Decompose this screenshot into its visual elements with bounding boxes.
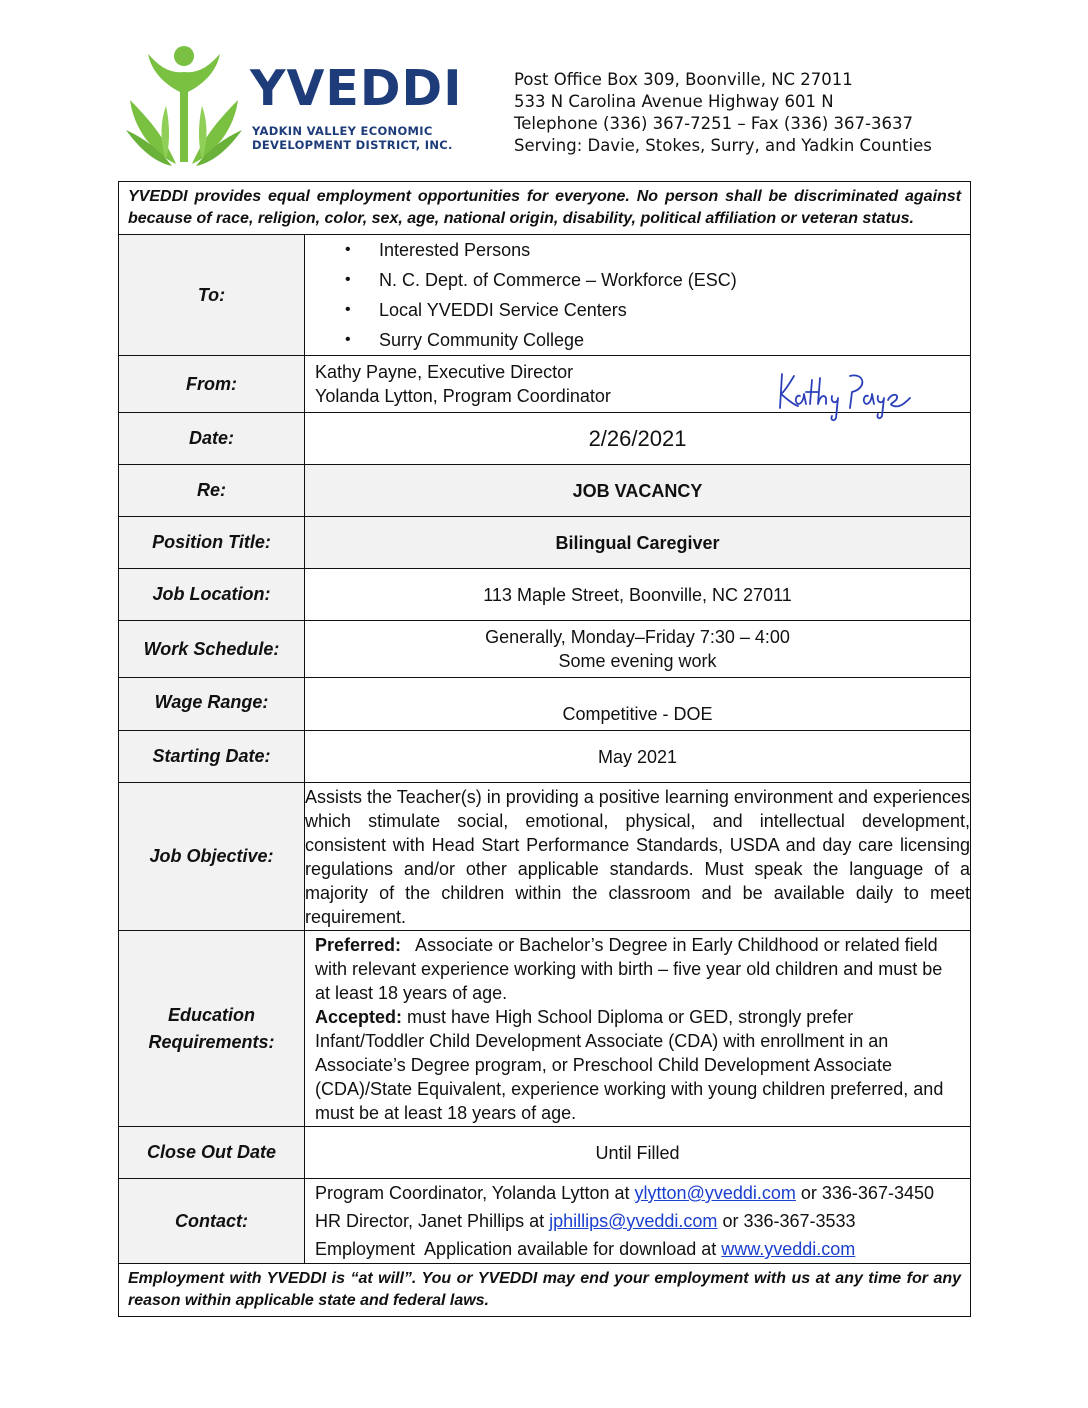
website-link[interactable]: www.yveddi.com [721, 1239, 856, 1259]
address-block [514, 69, 932, 157]
date-label: Date: [119, 413, 305, 465]
from-line: Kathy Payne, Executive Director [315, 362, 574, 382]
email-link-jphillips[interactable]: jphillips@yveddi.com [549, 1211, 718, 1231]
close-out-label: Close Out Date [119, 1127, 305, 1179]
job-objective-text: Assists the Teacher(s) in providing a positive learning environment and experiences which stimulate social, emotional, physical, and intellectual development, consistent with Head Start Performance Standards, USDA and day care licensing regulations and/or other applicable standards. Must speak the language of a majority of the children within the classroom and be available daily to meet requirement. [305, 783, 971, 931]
work-schedule-line: Generally, Monday–Friday 7:30 – 4:00 [485, 627, 790, 647]
education-label-line: Education [167, 1004, 255, 1025]
contact-text: Employment Application available for download at [315, 1239, 722, 1259]
accepted-label: Accepted: [315, 1006, 403, 1027]
contact-info [305, 1179, 971, 1264]
contact-line [315, 1235, 970, 1263]
preferred-label: Preferred: [315, 934, 402, 955]
address-line: Post Office Box 309, Boonville, NC 27011 [514, 70, 853, 89]
job-location-value: 113 Maple Street, Boonville, NC 27011 [305, 569, 971, 621]
contact-text: HR Director, Janet Phillips at [315, 1211, 550, 1231]
address-line: 533 N Carolina Avenue Highway 601 N [514, 92, 834, 111]
education-label-line: Requirements: [148, 1031, 275, 1052]
accepted-requirement [315, 1005, 960, 1125]
work-schedule-line: Some evening work [558, 651, 717, 671]
logo-wordmark: YVEDDI [250, 60, 463, 117]
preferred-text: Associate or Bachelor’s Degree in Early Childhood or related field with relevant experience working with birth – five year old children and must be at least 18 years of age. [315, 934, 948, 1003]
yveddi-logo [126, 44, 463, 168]
re-value: JOB VACANCY [305, 465, 971, 517]
job-location-label: Job Location: [119, 569, 305, 621]
logo-subtitle-line2: DEVELOPMENT DISTRICT, INC. [252, 138, 453, 152]
to-recipients [305, 235, 971, 356]
contact-line [315, 1179, 970, 1207]
wage-range-value: Competitive - DOE [305, 678, 971, 731]
education-label [119, 931, 305, 1127]
accepted-text: must have High School Diploma or GED, strongly prefer Infant/Toddler Child Development Associate (CDA) with enrollment in an Associate’s Degree program, or Preschool Child Development Associate (CDA)/State Equivalent, experience working with young children preferred, and must be at least 18 years of age. [315, 1006, 944, 1123]
contact-phone: or 336-367-3533 [717, 1211, 856, 1231]
recipient-item: • Interested Persons [345, 235, 970, 265]
recipient-list [305, 235, 970, 355]
job-vacancy-table [118, 181, 971, 1317]
email-link-ylytton[interactable]: ylytton@yveddi.com [634, 1183, 796, 1203]
recipient-item: • Surry Community College [345, 325, 970, 355]
close-out-value: Until Filled [305, 1127, 971, 1179]
from-label: From: [119, 356, 305, 413]
logo-subtitle [252, 124, 453, 152]
to-label: To: [119, 235, 305, 356]
address-line: Serving: Davie, Stokes, Surry, and Yadkin Counties [514, 136, 932, 155]
contact-label: Contact: [119, 1179, 305, 1264]
recipient-item: • Local YVEDDI Service Centers [345, 295, 970, 325]
position-title-value: Bilingual Caregiver [305, 517, 971, 569]
starting-date-label: Starting Date: [119, 731, 305, 783]
job-objective-label: Job Objective: [119, 783, 305, 931]
starting-date-value: May 2021 [305, 731, 971, 783]
preferred-requirement [315, 933, 960, 1005]
recipient-item: • N. C. Dept. of Commerce – Workforce (ESC) [345, 265, 970, 295]
date-value: 2/26/2021 [305, 413, 971, 465]
contact-line [315, 1207, 970, 1235]
work-schedule-label: Work Schedule: [119, 621, 305, 678]
wage-range-label: Wage Range: [119, 678, 305, 731]
contact-text: Program Coordinator, Yolanda Lytton at [315, 1183, 635, 1203]
contact-phone: or 336-367-3450 [795, 1183, 934, 1203]
re-label: Re: [119, 465, 305, 517]
position-title-label: Position Title: [119, 517, 305, 569]
eeo-notice: YVEDDI provides equal employment opportunities for everyone. No person shall be discriminated against because of race, religion, color, sex, age, national origin, disability, political affiliation or veteran status. [119, 182, 971, 235]
address-line: Telephone (336) 367-7251 – Fax (336) 367-3637 [514, 114, 913, 133]
leaf-person-icon [126, 44, 246, 168]
logo-subtitle-line1: YADKIN VALLEY ECONOMIC [252, 124, 433, 138]
work-schedule-value [305, 621, 971, 678]
signature-image [772, 362, 912, 422]
at-will-notice: Employment with YVEDDI is “at will”. You or YVEDDI may end your employment with us at any time for any reason within applicable state and federal laws. [119, 1264, 971, 1317]
education-requirements [305, 931, 971, 1127]
from-line: Yolanda Lytton, Program Coordinator [315, 386, 611, 406]
